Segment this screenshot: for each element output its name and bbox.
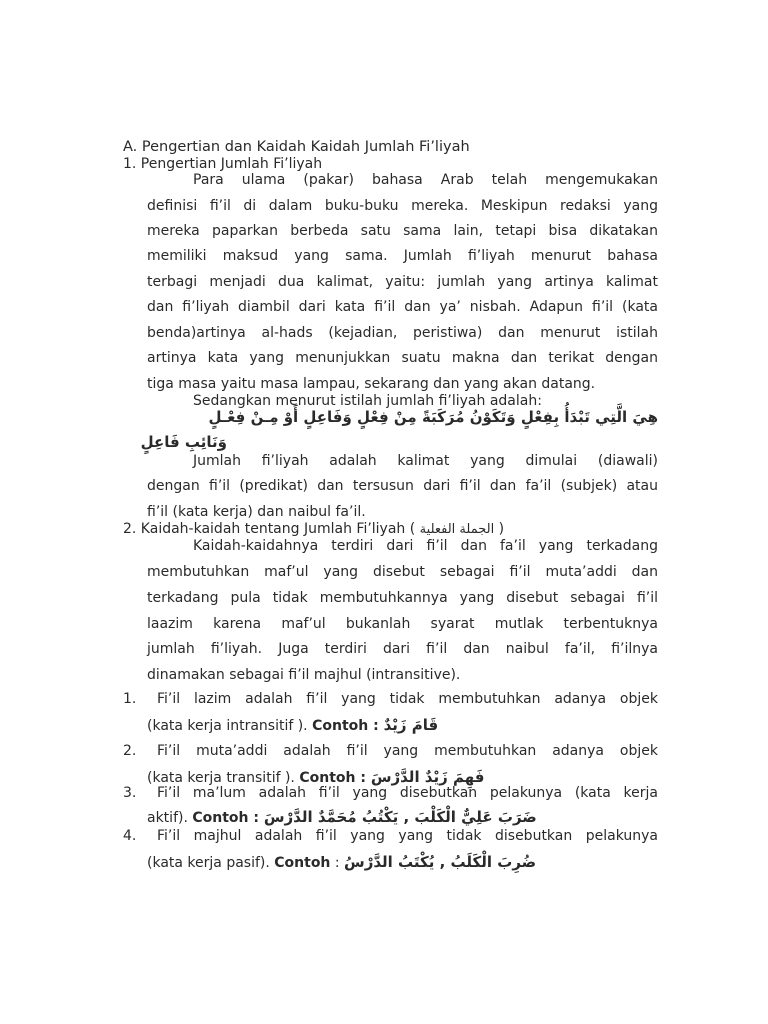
subheading-2: 2. Kaidah-kaidah tentang Jumlah Fi’liyah ( الجملة الفعلية ) (123, 521, 505, 537)
arabic-definition-line-2: وَنَائِبِ فَاعِلٍ (140, 433, 227, 451)
paragraph-line: membutuhkan maf’ul yang disebut sebagai fi’il muta’addi dan (147, 564, 658, 580)
list-item-example: aktif). Contoh : ضَرَبَ عَلِيٌّ الْكَلْبَ , يَكْتُبُ مُحَمَّدٌ الدَّرْسَ (147, 808, 537, 826)
list-item-number: 4. (123, 828, 137, 844)
list-item-number: 1. (123, 691, 137, 707)
example-arabic: ضُرِبَ الْكَلَبُ , يُكْتَبُ الدَّرْسُ (344, 853, 537, 871)
paragraph-line: dan fi’liyah diambil dari kata fi’il dan ya’ nisbah. Adapun fi’il (kata (147, 299, 658, 315)
subheading-2-arabic: الجملة الفعلية (419, 522, 495, 537)
example-arabic: ضَرَبَ عَلِيٌّ الْكَلْبَ , يَكْتُبُ مُحَمَّدٌ الدَّرْسَ (263, 808, 537, 826)
paragraph-line: memiliki maksud yang sama. Jumlah fi’liyah menurut bahasa (147, 248, 658, 264)
example-arabic: قَامَ زَيْدٌ (383, 716, 439, 734)
paragraph-line: Para ulama (pakar) bahasa Arab telah mengemukakan (193, 172, 658, 188)
list-item-text: Fi’il ma’lum adalah fi’il yang disebutkan pelakunya (kata kerja (157, 785, 658, 801)
paragraph-line: mereka paparkan berbeda satu sama lain, tetapi bisa dikatakan (147, 223, 658, 239)
list-item-number: 2. (123, 743, 137, 759)
paragraph-line: artinya kata yang menunjukkan suatu makna dan terikat dengan (147, 350, 658, 366)
example-arabic: فَهِمَ زَيْدٌ الدَّرْسَ (370, 768, 485, 786)
subheading-1: 1. Pengertian Jumlah Fi’liyah (123, 156, 323, 172)
paragraph-line: tiga masa yaitu masa lampau, sekarang dan yang akan datang. (147, 376, 596, 392)
paragraph-line: benda)artinya al-hads (kejadian, peristiwa) dan menurut istilah (147, 325, 658, 341)
paragraph-line: jumlah fi’liyah. Juga terdiri dari fi’il dan naibul fa’il, fi’ilnya (147, 641, 658, 657)
list-item-number: 3. (123, 785, 137, 801)
arabic-definition-line-1: هِيَ الَّتِي تَبْدَأُ بِفِعْلٍ وَتَكَوْنُ مُرَكَبَةً مِنْ فِعْلٍ وَفَاعِلٍ أَوْ مِـنْ فِعْـلٍ (208, 408, 658, 426)
list-item-text: Fi’il muta’addi adalah fi’il yang membutuhkan adanya objek (157, 743, 658, 759)
paragraph-line: definisi fi’il di dalam buku-buku mereka. Meskipun redaksi yang (147, 198, 658, 214)
list-item-example: (kata kerja transitif ). Contoh : فَهِمَ زَيْدٌ الدَّرْسَ (147, 768, 485, 786)
list-item-example: (kata kerja intransitif ). Contoh : قَامَ زَيْدٌ (147, 716, 439, 734)
paragraph-line: terkadang pula tidak membutuhkannya yang disebut sebagai fi’il (147, 590, 658, 606)
list-item-text: Fi’il majhul adalah fi’il yang yang tidak disebutkan pelakunya (157, 828, 658, 844)
paragraph-line: Kaidah-kaidahnya terdiri dari fi’il dan fa’il yang terkadang (193, 538, 658, 554)
paragraph-line: Jumlah fi’liyah adalah kalimat yang dimulai (diawali) (193, 453, 658, 469)
paragraph-line: laazim karena maf’ul bukanlah syarat mutlak terbentuknya (147, 616, 658, 632)
list-item-example: (kata kerja pasif). Contoh : ضُرِبَ الْكَلَبُ , يُكْتَبُ الدَّرْسُ (147, 853, 537, 871)
section-heading: A. Pengertian dan Kaidah Kaidah Jumlah Fi’liyah (123, 139, 470, 155)
list-item-text: Fi’il lazim adalah fi’il yang tidak membutuhkan adanya objek (157, 691, 658, 707)
paragraph-line: dinamakan sebagai fi’il majhul (intransitive). (147, 667, 461, 683)
istilah-intro: Sedangkan menurut istilah jumlah fi’liyah adalah: (193, 393, 542, 409)
paragraph-line: fi’il (kata kerja) dan naibul fa’il. (147, 504, 366, 520)
paragraph-line: terbagi menjadi dua kalimat, yaitu: jumlah yang artinya kalimat (147, 274, 658, 290)
paragraph-line: dengan fi’il (predikat) dan tersusun dari fi’il dan fa’il (subjek) atau (147, 478, 658, 494)
